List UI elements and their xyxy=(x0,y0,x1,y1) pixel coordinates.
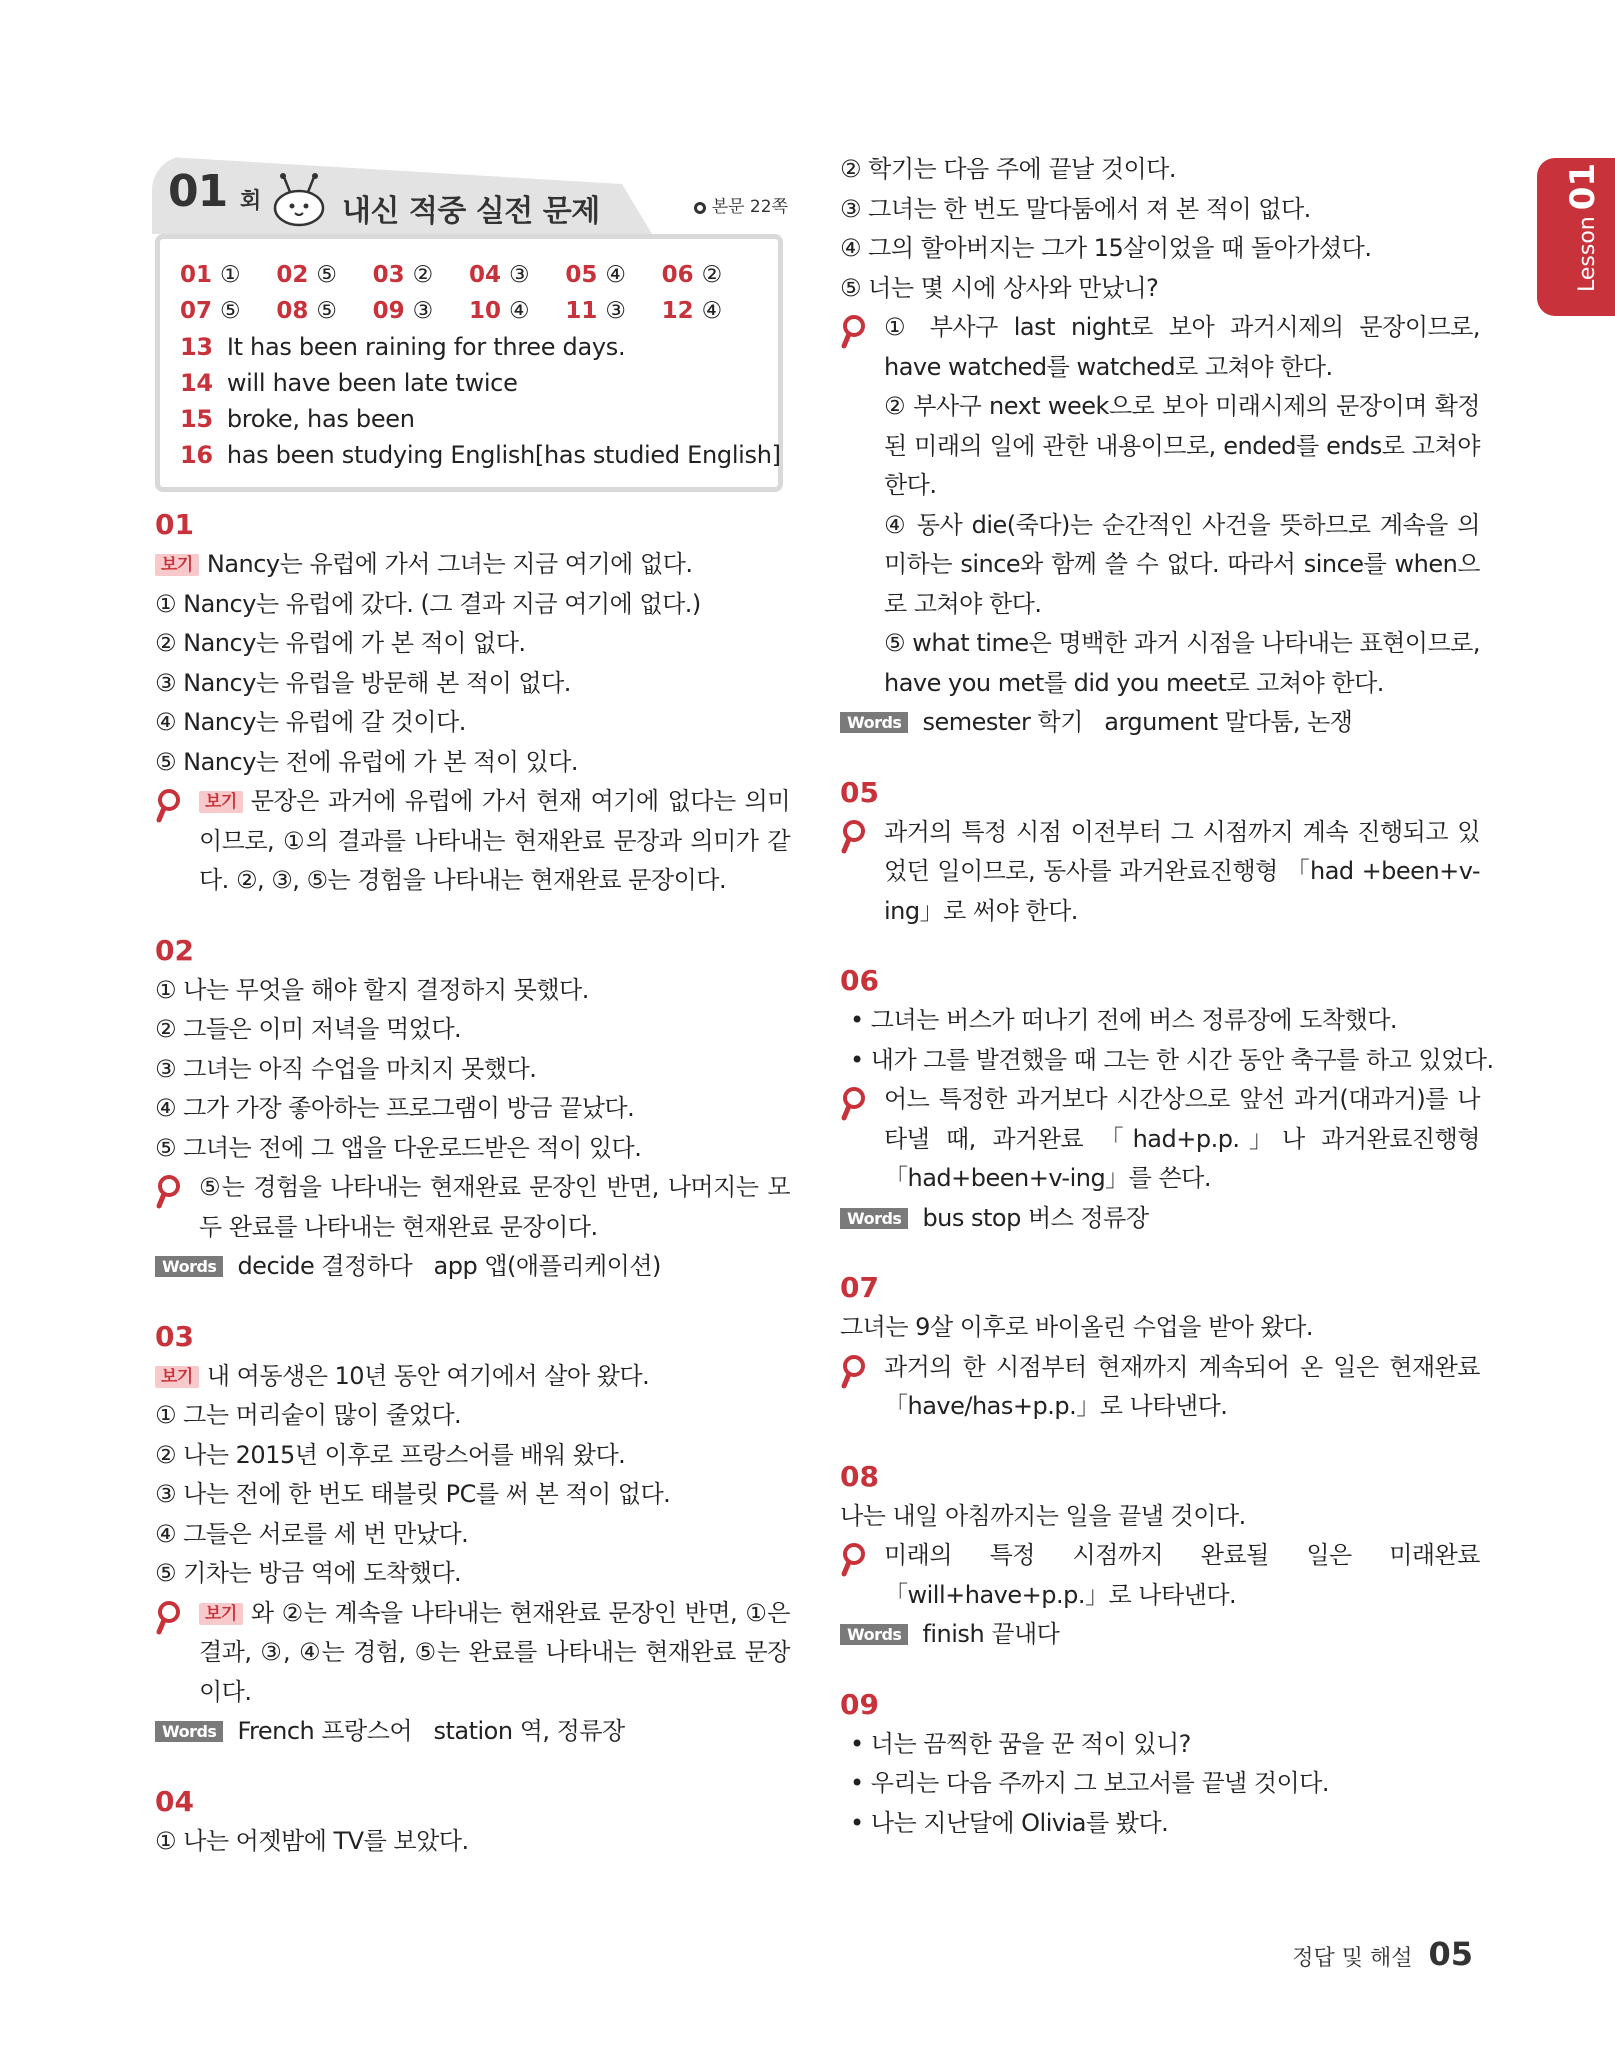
list-item: ⑤ 너는 몇 시에 상사와 만났니? xyxy=(840,273,1159,302)
list-item: ③ 그녀는 한 번도 말다툼에서 져 본 적이 없다. xyxy=(840,194,1311,223)
answer-text: 13 It has been raining for three days. xyxy=(180,333,626,361)
question-number: 06 xyxy=(840,964,879,997)
words-line: Words bus stop 버스 정류장 xyxy=(840,1199,1480,1239)
answer-item: 06 ② xyxy=(661,262,723,288)
words-tag: Words xyxy=(155,1256,223,1277)
answer-item: 09 ③ xyxy=(372,298,434,324)
list-item: ④ 그들은 서로를 세 번 만났다. xyxy=(155,1519,469,1548)
answer-grid xyxy=(180,257,758,329)
answer-item: 10 ④ xyxy=(469,298,530,324)
words-tag: Words xyxy=(840,712,908,733)
magnifier-icon xyxy=(155,1600,185,1640)
list-item: ② 학기는 다음 주에 끝날 것이다. xyxy=(840,155,1176,183)
list-item: • 그녀는 버스가 떠나기 전에 버스 정류장에 도착했다. xyxy=(850,1006,1398,1034)
list-item: ④ Nancy는 유럽에 갈 것이다. xyxy=(155,708,466,736)
bogi-tag: 보기 xyxy=(199,791,243,813)
explanation: ④ 동사 die(죽다)는 순간적인 사건을 뜻하므로 계속을 의미하는 since와 함께 쓸 수 없다. 따라서 since를 when으로 고쳐야 한다. xyxy=(884,510,1480,618)
answer-item: 04 ③ xyxy=(469,262,530,288)
magnifier-icon xyxy=(840,1086,870,1126)
page-footer xyxy=(1292,1935,1473,1973)
list-item: 그녀는 9살 이후로 바이올린 수업을 받아 왔다. xyxy=(840,1313,1313,1341)
list-item: ③ Nancy는 유럽을 방문해 본 적이 없다. xyxy=(155,668,571,697)
question-number: 03 xyxy=(155,1319,194,1353)
list-item: ① 나는 무엇을 해야 할지 결정하지 못했다. xyxy=(155,975,589,1004)
answer-item: 01 ① xyxy=(180,262,241,288)
words-line: Words semester 학기 argument 말다툼, 논쟁 xyxy=(840,703,1480,743)
answer-item: 07 ⑤ xyxy=(180,298,241,324)
magnifier-icon xyxy=(155,1174,185,1214)
list-item: ① 나는 어젯밤에 TV를 보았다. xyxy=(155,1826,469,1855)
bogi-line: 보기 Nancy는 유럽에 가서 그녀는 지금 여기에 없다. xyxy=(155,545,790,585)
lesson-label: Lesson01 xyxy=(1563,162,1603,292)
right-column xyxy=(840,150,1494,1843)
list-item: ⑤ 기차는 방금 역에 도착했다. xyxy=(155,1559,462,1587)
answer-item: 12 ④ xyxy=(661,298,723,324)
list-item: 나는 내일 아침까지는 일을 끝낼 것이다. xyxy=(840,1501,1246,1530)
list-item: ④ 그가 가장 좋아하는 프로그램이 방금 끝났다. xyxy=(155,1094,635,1122)
list-item: • 나는 지난달에 Olivia를 봤다. xyxy=(850,1808,1169,1837)
footer-label: 정답 및 해설 xyxy=(1292,1946,1413,1971)
words-line: Words finish 끝내다 xyxy=(840,1615,1480,1655)
question-number: 09 xyxy=(840,1687,879,1721)
left-column xyxy=(155,505,790,1861)
magnifier-icon xyxy=(840,1542,870,1582)
answer-item: 05 ④ xyxy=(565,262,626,288)
answer-item: 02 ⑤ xyxy=(276,262,337,288)
bogi-tag: 보기 xyxy=(199,1603,243,1625)
magnifier-icon xyxy=(840,314,870,354)
list-item: ⑤ 그녀는 전에 그 앱을 다운로드받은 적이 있다. xyxy=(155,1133,642,1162)
mascot-icon xyxy=(264,172,334,228)
bogi-line: 보기 내 여동생은 10년 동안 여기에서 살아 왔다. xyxy=(155,1357,790,1397)
list-item: ③ 나는 전에 한 번도 태블릿 PC를 써 본 적이 없다. xyxy=(155,1480,671,1508)
magnifier-icon xyxy=(840,1354,870,1394)
page-reference: 본문 22쪽 xyxy=(694,192,788,217)
explanation: ⑤ what time은 명백한 과거 시점을 나타내는 표현이므로, have you met를 did you meet로 고쳐야 한다. xyxy=(884,629,1480,697)
magnifier-icon xyxy=(840,819,870,859)
page-number: 05 xyxy=(1428,1935,1473,1973)
list-item: • 우리는 다음 주까지 그 보고서를 끝낼 것이다. xyxy=(850,1769,1329,1797)
explanation: 보기 문장은 과거에 유럽에 가서 현재 여기에 없다는 의미이므로, ①의 결과를 나타내는 현재완료 문장과 의미가 같다. ②, ③, ⑤는 경험을 나타내는 현재완료 문장이다. xyxy=(155,782,790,901)
section-header xyxy=(152,156,788,234)
list-item: • 너는 끔찍한 꿈을 꾼 적이 있니? xyxy=(850,1729,1191,1758)
list-item: ③ 그녀는 아직 수업을 마치지 못했다. xyxy=(155,1054,537,1083)
explanation: 보기 와 ②는 계속을 나타내는 현재완료 문장인 반면, ①은 결과, ③, ④는 경험, ⑤는 완료를 나타내는 현재완료 문장이다. xyxy=(155,1594,790,1713)
section-title: 내신 적중 실전 문제 xyxy=(342,194,600,229)
list-item: ① Nancy는 유럽에 갔다. (그 결과 지금 여기에 없다.) xyxy=(155,589,701,618)
answer-text: 14 will have been late twice xyxy=(180,369,518,397)
reference-icon xyxy=(694,202,706,214)
answer-box xyxy=(155,234,783,492)
section-number: 01 xyxy=(168,166,228,217)
words-tag: Words xyxy=(155,1721,223,1742)
words-line: Words French 프랑스어 station 역, 정류장 xyxy=(155,1712,790,1752)
section-hoe: 회 xyxy=(240,189,262,214)
list-item: ② 그들은 이미 저녁을 먹었다. xyxy=(155,1015,462,1043)
explanation: ⑤는 경험을 나타내는 현재완료 문장인 반면, 나머지는 모두 완료를 나타내는 현재완료 문장이다. xyxy=(155,1168,790,1247)
answer-item: 03 ② xyxy=(372,262,434,288)
words-tag: Words xyxy=(840,1624,908,1645)
question-number: 01 xyxy=(155,508,194,541)
question-number: 07 xyxy=(840,1271,879,1304)
answer-text: 16 has been studying English[has studied English] xyxy=(180,441,781,469)
explanation: 어느 특정한 과거보다 시간상으로 앞선 과거(대과거)를 나타낼 때, 과거완료 「had+p.p.」나 과거완료진행형 「had+been+v-ing」를 쓴다. xyxy=(840,1080,1480,1199)
list-item: ⑤ Nancy는 전에 유럽에 가 본 적이 있다. xyxy=(155,747,579,776)
answer-item: 08 ⑤ xyxy=(276,298,337,324)
words-tag: Words xyxy=(840,1208,908,1229)
list-item: ④ 그의 할아버지는 그가 15살이었을 때 돌아가셨다. xyxy=(840,234,1372,262)
magnifier-icon xyxy=(155,788,185,828)
words-line: Words decide 결정하다 app 앱(애플리케이션) xyxy=(155,1247,790,1287)
question-number: 05 xyxy=(840,775,879,809)
explanation: ① 부사구 last night로 보아 과거시제의 문장이므로, have watched를 watched로 고쳐야 한다. xyxy=(840,308,1480,387)
explanation: 미래의 특정 시점까지 완료될 일은 미래완료 「will+have+p.p.」로 나타낸다. xyxy=(840,1536,1480,1615)
answer-item: 11 ③ xyxy=(565,298,626,324)
explanation: 과거의 특정 시점 이전부터 그 시점까지 계속 진행되고 있었던 일이므로, 동사를 과거완료진행형 「had +been+v-ing」로 써야 한다. xyxy=(840,813,1480,932)
answer-text: 15 broke, has been xyxy=(180,405,415,433)
list-item: ① 그는 머리숱이 많이 줄었다. xyxy=(155,1401,462,1429)
list-item: • 내가 그를 발견했을 때 그는 한 시간 동안 축구를 하고 있었다. xyxy=(850,1045,1494,1074)
explanation: 과거의 한 시점부터 현재까지 계속되어 온 일은 현재완료 「have/has+p.p.」로 나타낸다. xyxy=(840,1348,1480,1427)
question-number: 04 xyxy=(155,1784,194,1818)
question-number: 08 xyxy=(840,1459,879,1493)
list-item: ② Nancy는 유럽에 가 본 적이 없다. xyxy=(155,629,526,657)
bogi-tag: 보기 xyxy=(155,1366,199,1388)
question-number: 02 xyxy=(155,933,194,967)
bogi-tag: 보기 xyxy=(155,554,199,576)
explanation: ② 부사구 next week으로 보아 미래시제의 문장이며 확정된 미래의 일에 관한 내용이므로, ended를 ends로 고쳐야 한다. xyxy=(884,392,1480,499)
list-item: ② 나는 2015년 이후로 프랑스어를 배워 왔다. xyxy=(155,1440,626,1469)
